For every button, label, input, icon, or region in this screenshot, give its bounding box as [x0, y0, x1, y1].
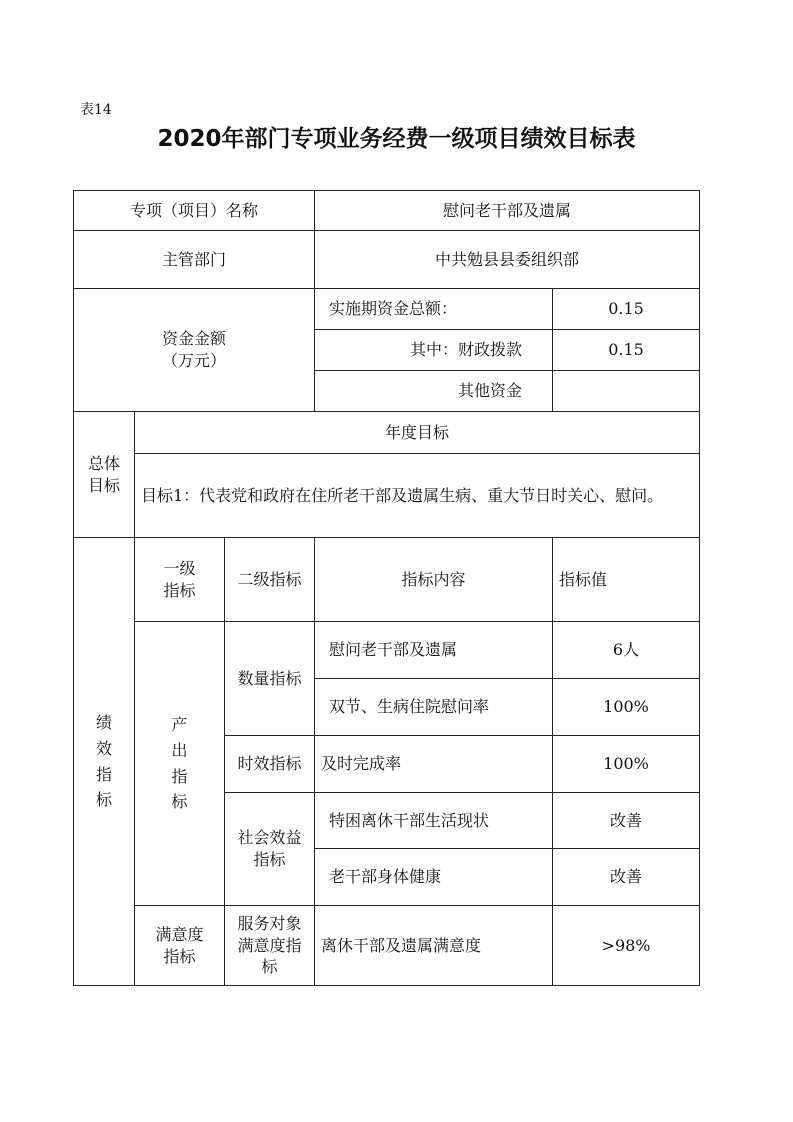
- annual-goal-header-row: [74, 412, 700, 454]
- indicator-header-row: [74, 538, 700, 622]
- social-indicator-label: [225, 793, 315, 906]
- annual-goal-header: 年度目标: [135, 412, 700, 454]
- satisfaction-value: >98%: [553, 906, 700, 986]
- performance-goal-table: [73, 190, 700, 986]
- funds-total-label: 实施期资金总额：: [315, 289, 553, 330]
- timeliness-content: 及时完成率: [315, 736, 553, 793]
- header-level1-line1: 一级: [163, 558, 196, 578]
- quantity-content-2: 双节、生病住院慰问率: [315, 679, 553, 736]
- department-row: [74, 231, 700, 289]
- funds-label-line2: （万元）: [162, 351, 227, 370]
- satisfaction-indicator-label: [135, 906, 225, 986]
- quantity-value-2: 100%: [553, 679, 700, 736]
- annual-goal-text: 目标1：代表党和政府在住所老干部及遗属生病、重大节日时关心、慰问。: [135, 454, 700, 538]
- funds-fiscal-label: 其中：财政拨款: [315, 330, 553, 371]
- overall-goal-label: [74, 412, 135, 538]
- output-label-char-1: 产: [171, 715, 188, 735]
- service-label-line1: 服务对象: [237, 914, 302, 934]
- funds-fiscal-value: 0.15: [553, 330, 700, 371]
- project-name-label: 专项（项目）名称: [74, 191, 315, 231]
- header-level1-line2: 指标: [163, 580, 196, 600]
- output-indicator-label: [135, 622, 225, 906]
- output-label-char-2: 出: [171, 740, 188, 760]
- social-label-line2: 指标: [253, 850, 286, 869]
- social-value-2: 改善: [553, 849, 700, 906]
- funds-other-value: [553, 371, 700, 412]
- output-label-char-3: 指: [171, 766, 188, 786]
- social-value-1: 改善: [553, 793, 700, 849]
- header-value: 指标值: [553, 538, 700, 622]
- timeliness-value: 100%: [553, 736, 700, 793]
- performance-label-char-4: 标: [95, 790, 112, 810]
- output-label-char-4: 标: [171, 792, 188, 812]
- social-content-2: 老干部身体健康: [315, 849, 553, 906]
- performance-indicator-label: [74, 538, 135, 986]
- table-number: 表14: [80, 102, 112, 118]
- service-label-line3: 标: [261, 957, 278, 977]
- header-level2: 二级指标: [225, 538, 315, 622]
- project-name-row: [74, 191, 700, 231]
- header-level1: [135, 538, 225, 622]
- social-content-1: 特困离休干部生活现状: [315, 793, 553, 849]
- funds-other-label: 其他资金: [315, 371, 553, 412]
- performance-label-char-1: 绩: [95, 713, 112, 733]
- page-title: 2020年部门专项业务经费一级项目绩效目标表: [157, 126, 636, 152]
- performance-label-char-2: 效: [95, 738, 112, 758]
- funds-total-row: [74, 289, 700, 330]
- funds-label-line1: 资金金额: [162, 329, 227, 349]
- annual-goal-row: [74, 454, 700, 538]
- quantity-indicator-label: 数量指标: [225, 622, 315, 736]
- quantity-row-1: [74, 622, 700, 679]
- satisfaction-label-line2: 指标: [163, 946, 196, 966]
- overall-label-line1: 总体: [87, 453, 120, 473]
- project-name-value: 慰问老干部及遗属: [315, 191, 700, 231]
- satisfaction-content: 离休干部及遗属满意度: [315, 906, 553, 986]
- quantity-value-1: 6人: [553, 622, 700, 679]
- department-value: 中共勉县县委组织部: [315, 231, 700, 289]
- funds-total-value: 0.15: [553, 289, 700, 330]
- timeliness-indicator-label: 时效指标: [225, 736, 315, 793]
- performance-label-char-3: 指: [95, 764, 112, 784]
- header-content: 指标内容: [315, 538, 553, 622]
- social-label-line1: 社会效益: [237, 828, 302, 848]
- satisfaction-row: [74, 906, 700, 986]
- department-label: 主管部门: [74, 231, 315, 289]
- service-satisfaction-label: [225, 906, 315, 986]
- funds-label-cell: [74, 289, 315, 412]
- satisfaction-label-line1: 满意度: [155, 924, 204, 944]
- service-label-line2: 满意度指: [237, 935, 302, 955]
- overall-label-line2: 目标: [87, 475, 120, 495]
- quantity-content-1: 慰问老干部及遗属: [315, 622, 553, 679]
